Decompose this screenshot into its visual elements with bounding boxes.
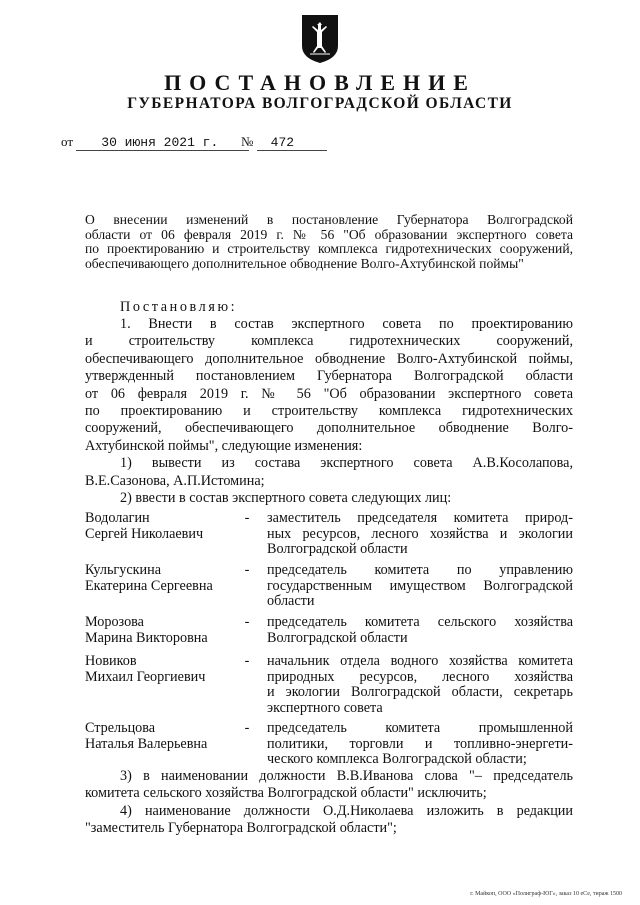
body-line: обеспечивающего дополнительное обводнение Волго-Ахтубинской поймы, bbox=[85, 350, 573, 367]
member-dash: - bbox=[244, 720, 250, 736]
body-line: 2) ввести в состав экспертного совета следующих лиц: bbox=[120, 490, 452, 507]
position-line: природных ресурсов, лесного хозяйства bbox=[267, 668, 573, 685]
position-line: заместитель председателя комитета природ- bbox=[267, 510, 573, 526]
member-position bbox=[267, 511, 573, 558]
position-line: государственным имуществом Волгоградской bbox=[267, 577, 573, 594]
body-line: и строительству комплекса гидротехнических сооружений, bbox=[85, 333, 573, 350]
member-given-name: Екатерина Сергеевна bbox=[85, 577, 213, 594]
member-surname: Кульгускина bbox=[85, 562, 161, 578]
member-position bbox=[267, 563, 573, 610]
subject-line: О внесении изменений в постановление Губернатора Волгоградской bbox=[85, 212, 573, 227]
member-surname: Морозова bbox=[85, 614, 144, 630]
body-line: утвержденный постановлением Губернатора Волгоградской области bbox=[85, 368, 573, 385]
body-line: комитета сельского хозяйства Волгоградской области" исключить; bbox=[85, 785, 487, 802]
position-line: Волгоградской области bbox=[267, 541, 408, 558]
member-given-name: Марина Викторовна bbox=[85, 629, 208, 646]
volgograd-coat-of-arms-icon bbox=[301, 14, 339, 64]
subject-line: области от 06 февраля 2019 г. № 56 "Об образовании экспертного совета bbox=[85, 226, 573, 242]
member-dash: - bbox=[244, 562, 250, 578]
member-given-name: Михаил Георгиевич bbox=[85, 668, 206, 685]
member-name bbox=[85, 615, 235, 646]
member-name bbox=[85, 563, 235, 594]
document-body bbox=[85, 316, 573, 507]
subject-line: обеспечивающего дополнительное обводнение Волго-Ахтубинской поймы" bbox=[85, 255, 524, 271]
print-mark: г. Майкоп, ООО «Полиграф-ЮГ», заказ 10 eСе, тираж 1500 bbox=[470, 891, 622, 897]
body-line: 1) вывести из состава экспертного совета А.В.Косолапова, bbox=[120, 455, 573, 472]
position-line: области bbox=[267, 593, 315, 610]
body-line: 3) в наименовании должности В.В.Иванова слова "– председатель bbox=[120, 768, 573, 784]
body-line: 4) наименование должности О.Д.Николаева изложить в редакции bbox=[120, 802, 573, 819]
body-line: по проектированию и строительству комплекса гидротехнических bbox=[85, 403, 573, 420]
position-line: Волгоградской области bbox=[267, 629, 408, 646]
member-name bbox=[85, 721, 235, 752]
member-dash: - bbox=[244, 653, 250, 669]
body-line: "заместитель Губернатора Волгоградской области"; bbox=[85, 820, 397, 837]
position-line: политики, торговли и топливно-энергети- bbox=[267, 735, 573, 752]
position-line: ных ресурсов, лесного хозяйства и экологии bbox=[267, 525, 573, 542]
position-line: председатель комитета промышленной bbox=[267, 720, 573, 736]
member-given-name: Наталья Валерьевна bbox=[85, 735, 208, 752]
document-subject bbox=[85, 213, 573, 271]
member-surname: Стрельцова bbox=[85, 720, 156, 736]
member-name bbox=[85, 511, 235, 542]
position-line: начальник отдела водного хозяйства комитета bbox=[267, 653, 573, 669]
number-value: 472 bbox=[257, 136, 327, 151]
member-position bbox=[267, 721, 573, 768]
position-line: председатель комитета сельского хозяйства bbox=[267, 614, 573, 630]
body-line: 1. Внести в состав экспертного совета по проектированию bbox=[120, 316, 573, 332]
document-issuer: ГУБЕРНАТОРА ВОЛГОГРАДСКОЙ ОБЛАСТИ bbox=[127, 95, 513, 112]
member-position bbox=[267, 654, 573, 716]
member-position bbox=[267, 615, 573, 646]
member-name bbox=[85, 654, 235, 685]
position-line: председатель комитета по управлению bbox=[267, 562, 573, 578]
member-given-name: Сергей Николаевич bbox=[85, 525, 204, 542]
body-line: Ахтубинской поймы", следующие изменения: bbox=[85, 437, 363, 454]
document-date bbox=[61, 134, 249, 151]
document-title: ПОСТАНОВЛЕНИЕ bbox=[164, 70, 476, 95]
date-label: от bbox=[61, 134, 74, 149]
member-dash: - bbox=[244, 510, 250, 526]
body-line: сооружений, обеспечивающего дополнительное обводнение Волго- bbox=[85, 420, 573, 437]
document-body-continued bbox=[85, 768, 573, 838]
resolve-heading: Постановляю: bbox=[120, 299, 238, 315]
subject-line: по проектированию и строительству комплекса гидротехнических сооружений, bbox=[85, 241, 573, 256]
number-label: № bbox=[241, 134, 254, 149]
position-line: и экологии Волгоградской области, секретарь bbox=[267, 684, 573, 701]
date-value: 30 июня 2021 г. bbox=[76, 136, 249, 151]
body-line: В.Е.Сазонова, А.П.Истомина; bbox=[85, 472, 265, 489]
position-line: ческого комплекса Волгоградской области; bbox=[267, 751, 527, 768]
body-line: от 06 февраля 2019 г. № 56 "Об образовании экспертного совета bbox=[85, 385, 573, 402]
member-surname: Новиков bbox=[85, 653, 137, 669]
document-number bbox=[241, 134, 327, 151]
member-surname: Водолагин bbox=[85, 510, 150, 526]
position-line: экспертного совета bbox=[267, 699, 383, 716]
member-dash: - bbox=[244, 614, 250, 630]
